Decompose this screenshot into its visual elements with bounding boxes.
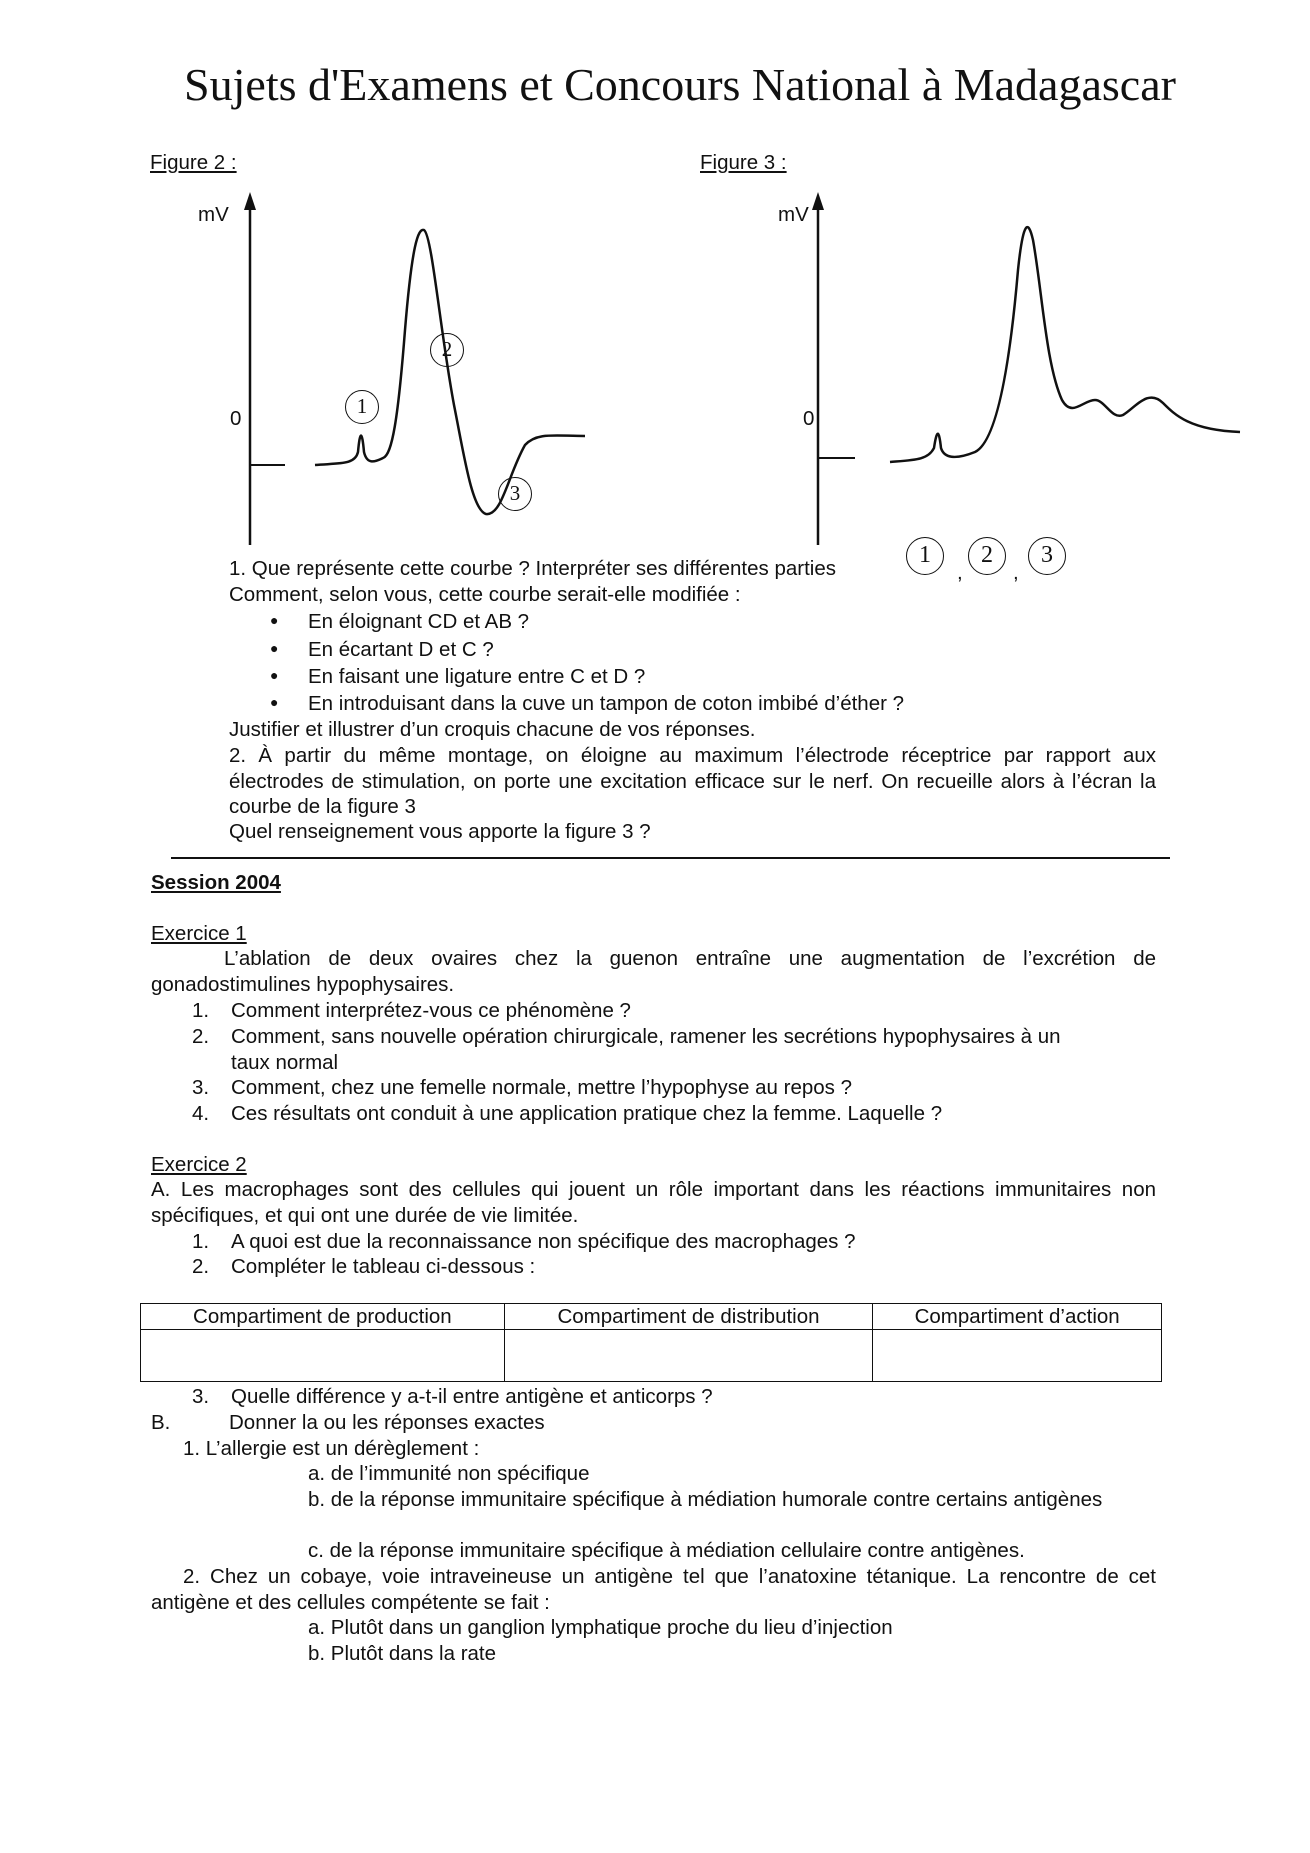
bullet-item-4: En introduisant dans la cuve un tampon de coton imbibé d’éther ? xyxy=(308,692,905,715)
ex2-a3-text: Quelle différence y a-t-il entre antigène et anticorps ? xyxy=(231,1385,713,1408)
figure2-label: Figure 2 : xyxy=(150,151,237,174)
figure3-label: Figure 3 : xyxy=(700,151,787,174)
ex2-b2-a: a. Plutôt dans un ganglion lymphatique proche du lieu d’injection xyxy=(308,1616,893,1639)
figure2-marker-2: 2 xyxy=(430,333,464,367)
figure2-axis-arrow xyxy=(244,192,256,210)
bullet-item-2: En écartant D et C ? xyxy=(308,638,494,661)
ex2-item-text: Compléter le tableau ci-dessous : xyxy=(231,1255,536,1278)
bullet-marker: ● xyxy=(270,694,279,710)
ex1-item-num: 2. xyxy=(192,1025,210,1048)
question-1-part-2: 2 xyxy=(968,537,1006,575)
ex2-b1-c: c. de la réponse immunitaire spécifique à médiation cellulaire contre antigènes. xyxy=(308,1539,1025,1562)
exercice2-part-a: A. Les macrophages sont des cellules qui jouent un rôle important dans les réactions immunitaires non spécifiques, et qui ont une durée de vie limitée. xyxy=(151,1178,1156,1227)
session-title: Session 2004 xyxy=(151,871,281,894)
exercice2-title: Exercice 2 xyxy=(151,1153,247,1176)
table-cell-action xyxy=(873,1330,1162,1382)
ex1-item-text: Comment, chez une femelle normale, mettre l’hypophyse au repos ? xyxy=(231,1076,853,1099)
ex2-part-b-label: B. xyxy=(151,1411,171,1434)
figure2-marker-3: 3 xyxy=(498,477,532,511)
question-1-part-1: 1 xyxy=(906,537,944,575)
table-header-distribution: Compartiment de distribution xyxy=(504,1304,873,1330)
table-header-action: Compartiment d’action xyxy=(873,1304,1162,1330)
bullet-marker: ● xyxy=(270,640,279,656)
question-2-text: 2. À partir du même montage, on éloigne au maximum l’électrode réceptrice par rapport aux électrodes de stimulation, on porte une excitation efficace sur le nerf. On recueille alors à l’écran la courbe de la figure 3 xyxy=(229,744,1156,818)
table-header-production: Compartiment de production xyxy=(141,1304,505,1330)
compartment-table xyxy=(140,1303,1162,1382)
ex2-b1-b: b. de la réponse immunitaire spécifique à médiation humorale contre certains antigènes xyxy=(308,1488,1103,1511)
bullet-item-1: En éloignant CD et AB ? xyxy=(308,610,530,633)
ex2-b1-a: a. de l’immunité non spécifique xyxy=(308,1462,590,1485)
ex1-item-text: taux normal xyxy=(231,1051,339,1074)
bullet-marker: ● xyxy=(270,667,279,683)
exercice1-intro: L’ablation de deux ovaires chez la guenon entraîne une augmentation de l’excrétion de gonadostimulines hypophysaires. xyxy=(151,947,1156,996)
figure2-zero-label: 0 xyxy=(230,407,242,430)
comma-2: , xyxy=(1013,561,1019,584)
ex1-item-text: Comment, sans nouvelle opération chirurgicale, ramener les secrétions hypophysaires à un xyxy=(231,1025,1061,1048)
bullet-item-3: En faisant une ligature entre C et D ? xyxy=(308,665,646,688)
figure2-y-unit: mV xyxy=(198,203,229,226)
section-divider xyxy=(171,857,1170,859)
ex1-item-num: 1. xyxy=(192,999,210,1022)
ex2-b1: 1. L’allergie est un dérèglement : xyxy=(183,1437,480,1460)
table-cell-distribution xyxy=(504,1330,873,1382)
question-1-justify: Justifier et illustrer d’un croquis chacune de vos réponses. xyxy=(229,718,756,741)
question-1-part-3: 3 xyxy=(1028,537,1066,575)
table-cell-production xyxy=(141,1330,505,1382)
bullet-marker: ● xyxy=(270,612,279,628)
figure2-curve xyxy=(315,230,585,514)
figure3-graph xyxy=(750,190,1250,560)
comma-1: , xyxy=(957,561,963,584)
ex2-item-num: 1. xyxy=(192,1230,210,1253)
ex1-item-num: 4. xyxy=(192,1102,210,1125)
ex1-item-text: Comment interprétez-vous ce phénomène ? xyxy=(231,999,631,1022)
question-1-intro: 1. Que représente cette courbe ? Interpréter ses différentes parties xyxy=(229,557,836,580)
question-2-question: Quel renseignement vous apporte la figure 3 ? xyxy=(229,820,651,843)
figure3-curve xyxy=(890,227,1240,462)
ex2-item-text: A quoi est due la reconnaissance non spécifique des macrophages ? xyxy=(231,1230,856,1253)
ex1-item-text: Ces résultats ont conduit à une application pratique chez la femme. Laquelle ? xyxy=(231,1102,943,1125)
page-header-title: Sujets d'Examens et Concours National à Madagascar xyxy=(184,59,1176,110)
ex2-b2: 2. Chez un cobaye, voie intraveineuse un antigène tel que l’anatoxine tétanique. La rencontre de cet antigène et des cellules compétente se fait : xyxy=(151,1565,1156,1614)
ex2-a3-num: 3. xyxy=(192,1385,210,1408)
ex2-b2-b: b. Plutôt dans la rate xyxy=(308,1642,497,1665)
figure3-axis-arrow xyxy=(812,192,824,210)
exercice1-title: Exercice 1 xyxy=(151,922,247,945)
ex1-item-num: 3. xyxy=(192,1076,210,1099)
ex2-item-num: 2. xyxy=(192,1255,210,1278)
figure3-y-unit: mV xyxy=(778,203,809,226)
ex2-part-b-text: Donner la ou les réponses exactes xyxy=(229,1411,545,1434)
figure2-marker-1: 1 xyxy=(345,390,379,424)
figure3-zero-label: 0 xyxy=(803,407,815,430)
figure2-graph xyxy=(180,190,650,560)
question-1-how: Comment, selon vous, cette courbe serait-elle modifiée : xyxy=(229,583,741,606)
